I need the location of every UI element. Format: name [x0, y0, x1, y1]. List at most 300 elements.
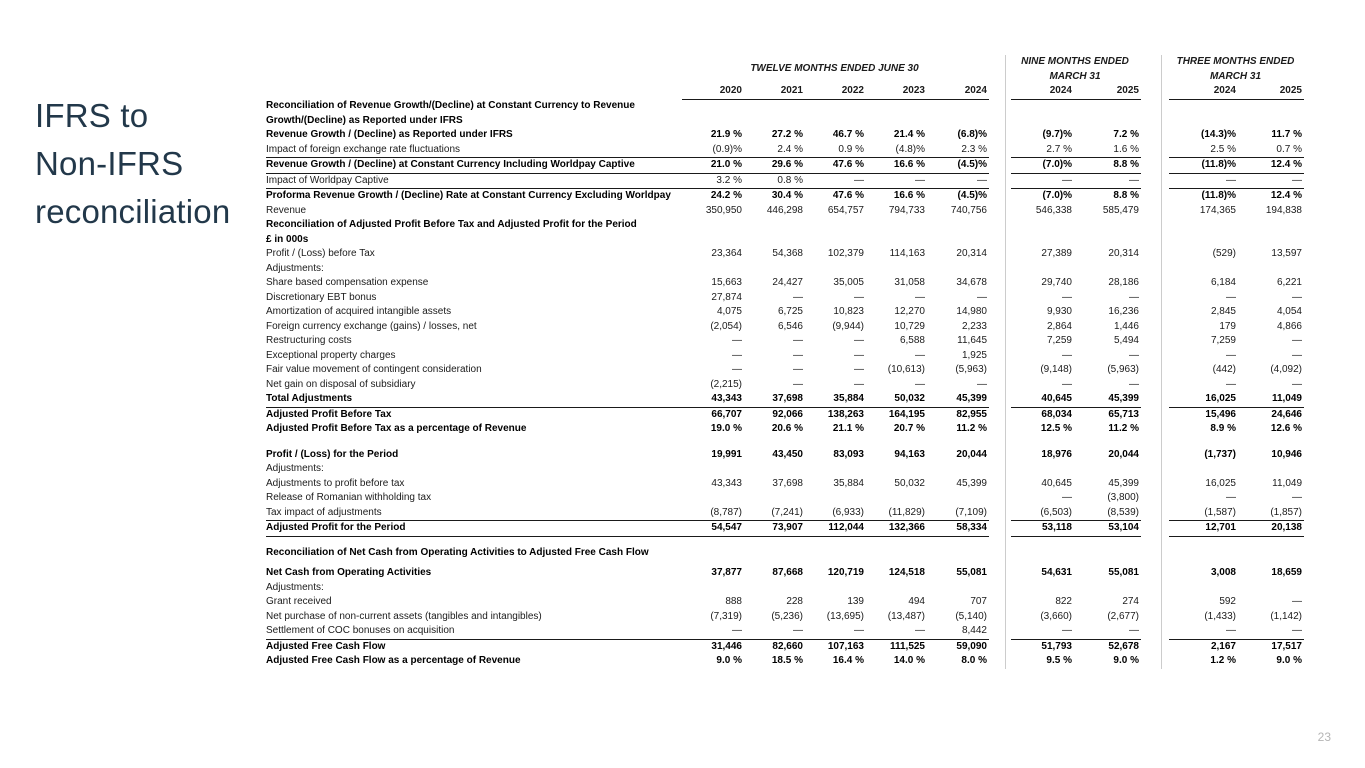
cell-value — [744, 491, 805, 506]
column-group-divider — [989, 349, 1011, 364]
table-row — [266, 521, 1304, 537]
cell-value: 2,864 — [1046, 320, 1072, 332]
cell-value — [866, 581, 927, 596]
cell-value: 51,793 — [1011, 639, 1074, 654]
cell-value: 11,049 — [1271, 393, 1302, 404]
row-gap-cell — [927, 437, 989, 448]
cell-value: (4.5)% — [927, 189, 989, 204]
cell-value: 174,365 — [1199, 204, 1236, 216]
column-group-divider — [1141, 218, 1169, 233]
cell-value: 37,698 — [772, 477, 803, 489]
cell-value: 27,874 — [711, 291, 742, 303]
cell-value: 3,008 — [1210, 567, 1236, 578]
column-group-divider — [989, 247, 1011, 262]
row-gap-cell — [805, 437, 866, 448]
row-gap-cell — [266, 437, 682, 448]
cell-value: 37,877 — [711, 567, 742, 578]
cell-value — [927, 218, 989, 233]
cell-value — [1238, 99, 1304, 128]
cell-value: 68,034 — [1011, 407, 1074, 422]
cell-value: 20,044 — [1108, 448, 1139, 460]
cell-value: 14,980 — [956, 306, 987, 317]
cell-value: — — [977, 378, 987, 390]
cell-value: 16.6 % — [866, 158, 927, 174]
column-group-divider — [989, 320, 1011, 335]
cell-value: 822 — [1055, 596, 1072, 607]
cell-value: (9.7)% — [1042, 129, 1072, 140]
cell-value: 132,366 — [866, 521, 927, 537]
cell-value — [1169, 546, 1238, 561]
cell-value — [682, 462, 744, 477]
table-row — [266, 506, 1304, 521]
cell-value: 15,496 — [1169, 407, 1238, 422]
row-gap-cell — [1074, 437, 1141, 448]
row-gap-cell — [1011, 536, 1074, 546]
cell-value: — — [1062, 378, 1072, 390]
column-group-divider — [989, 173, 1011, 189]
cell-value — [1169, 218, 1238, 233]
row-label-line: Reconciliation of Revenue Growth/(Decline) at Constant Currency to Revenue — [266, 100, 635, 111]
cell-value: 6,588 — [899, 335, 925, 346]
column-group-divider — [989, 276, 1011, 291]
cell-value: — — [793, 349, 803, 361]
row-gap-cell — [682, 536, 744, 546]
cell-value: 83,093 — [833, 448, 864, 460]
row-label: Adjusted Profit Before Tax as a percentage of Revenue — [266, 423, 527, 434]
cell-value — [1169, 581, 1238, 596]
cell-value — [744, 218, 805, 233]
cell-value: 114,163 — [889, 248, 925, 259]
table-row — [266, 218, 1304, 233]
cell-value — [805, 218, 866, 233]
header-spacer — [266, 84, 682, 99]
column-group-divider — [1141, 595, 1169, 610]
cell-value: (11,829) — [888, 506, 925, 518]
cell-value — [866, 99, 927, 128]
cell-value: 54,547 — [682, 521, 744, 537]
cell-value: (3,660) — [1040, 610, 1072, 622]
column-group-divider — [989, 477, 1011, 492]
cell-value: — — [1226, 625, 1236, 636]
table-row — [266, 581, 1304, 596]
period-group-title: NINE MONTHS ENDED — [1021, 56, 1129, 67]
cell-value: — — [977, 291, 987, 303]
cell-value — [682, 491, 744, 506]
table-row — [266, 566, 1304, 581]
cell-value: (5,963) — [955, 364, 987, 375]
cell-value: (529) — [1212, 248, 1236, 259]
cell-value — [805, 462, 866, 477]
column-group-divider — [1141, 276, 1169, 291]
cell-value: 8.0 % — [961, 655, 987, 666]
cell-value: — — [793, 291, 803, 303]
cell-value: 9,930 — [1046, 306, 1072, 317]
cell-value: (13,695) — [826, 610, 864, 622]
cell-value: 13,597 — [1271, 248, 1302, 259]
cell-value — [682, 262, 744, 277]
cell-value: 4,866 — [1276, 320, 1302, 332]
cell-value: 19,991 — [711, 448, 742, 460]
cell-value: 1.6 % — [1113, 143, 1139, 155]
cell-value: 20,138 — [1238, 521, 1304, 537]
cell-value: 107,163 — [805, 639, 866, 654]
row-gap-cell — [682, 437, 744, 448]
cell-value: 52,678 — [1074, 639, 1141, 654]
row-label: Net gain on disposal of subsidiary — [266, 378, 416, 390]
column-group-divider — [989, 99, 1011, 128]
cell-value: — — [1129, 291, 1139, 303]
cell-value: 794,733 — [888, 204, 925, 216]
table-row — [266, 247, 1304, 262]
cell-value: 1.2 % — [1210, 655, 1236, 666]
row-label: Release of Romanian withholding tax — [266, 492, 432, 503]
cell-value: (7,319) — [710, 610, 742, 622]
cell-value: — — [1226, 349, 1236, 361]
column-group-divider — [989, 407, 1011, 422]
cell-value: 46.7 % — [832, 129, 864, 140]
cell-value: (3,800) — [1107, 492, 1139, 503]
cell-value: — — [1292, 349, 1302, 361]
column-group-divider — [989, 378, 1011, 393]
column-group-divider — [989, 204, 1011, 219]
cell-value: — — [1292, 378, 1302, 390]
cell-value: 92,066 — [744, 407, 805, 422]
column-group-divider — [989, 610, 1011, 625]
cell-value: 0.9 % — [838, 143, 864, 155]
cell-value: — — [793, 335, 803, 346]
cell-value: 8.9 % — [1210, 423, 1236, 434]
cell-value: (5,963) — [1107, 364, 1139, 375]
cell-value — [744, 546, 805, 561]
column-group-divider — [989, 363, 1011, 378]
column-group-divider — [1141, 143, 1169, 158]
row-gap-cell — [1238, 536, 1304, 546]
cell-value: 1,446 — [1113, 320, 1139, 332]
row-label: Restructuring costs — [266, 335, 352, 346]
row-label: Adjustments: — [266, 262, 324, 274]
cell-value: — — [732, 335, 742, 346]
column-group-divider — [989, 55, 1011, 84]
cell-value: 35,884 — [833, 393, 864, 404]
row-gap — [266, 437, 1304, 448]
cell-value: — — [927, 173, 989, 189]
column-group-divider — [989, 262, 1011, 277]
cell-value: (1,587) — [1204, 506, 1236, 518]
cell-value: — — [732, 364, 742, 375]
column-group-divider — [989, 128, 1011, 143]
table-row — [266, 546, 1304, 561]
row-gap-cell — [1238, 437, 1304, 448]
cell-value: 4,054 — [1276, 306, 1302, 317]
cell-value: — — [854, 349, 864, 361]
column-group-divider — [1141, 189, 1169, 204]
cell-value — [1169, 262, 1238, 277]
cell-value: 112,044 — [805, 521, 866, 537]
cell-value — [1238, 218, 1304, 233]
cell-value: 54,631 — [1041, 567, 1072, 578]
column-group-divider — [989, 392, 1011, 407]
cell-value: — — [1062, 349, 1072, 361]
cell-value — [866, 233, 927, 248]
cell-value: — — [1062, 625, 1072, 636]
cell-value — [866, 546, 927, 561]
cell-value: 0.7 % — [1276, 143, 1302, 155]
cell-value: 10,946 — [1271, 448, 1302, 460]
table-row — [266, 349, 1304, 364]
row-gap-cell — [989, 437, 1011, 448]
column-group-divider — [1141, 349, 1169, 364]
table-row — [266, 477, 1304, 492]
cell-value: 15,663 — [711, 277, 742, 288]
slide-title — [35, 92, 230, 236]
column-group-divider — [989, 581, 1011, 596]
table-row — [266, 378, 1304, 393]
table-row — [266, 595, 1304, 610]
cell-value: 87,668 — [772, 567, 803, 578]
cell-value — [1011, 581, 1074, 596]
row-gap-cell — [1169, 536, 1238, 546]
row-label: Amortization of acquired intangible assets — [266, 306, 452, 317]
row-gap-cell — [744, 536, 805, 546]
cell-value: 17,517 — [1238, 639, 1304, 654]
table-row — [266, 491, 1304, 506]
cell-value: (9,944) — [832, 320, 864, 332]
row-label: Adjusted Profit Before Tax — [266, 407, 682, 422]
year-column-header: 2025 — [1238, 84, 1304, 99]
cell-value: 654,757 — [827, 204, 864, 216]
cell-value: 194,838 — [1265, 204, 1302, 216]
row-label: Reconciliation of Net Cash from Operating Activities to Adjusted Free Cash Flow — [266, 546, 649, 558]
cell-value — [927, 491, 989, 506]
cell-value — [682, 233, 744, 248]
table-row — [266, 262, 1304, 277]
cell-value: (6,503) — [1040, 506, 1072, 518]
cell-value: (1,433) — [1204, 610, 1236, 622]
cell-value: 9.5 % — [1046, 655, 1072, 666]
column-group-divider — [989, 233, 1011, 248]
cell-value — [866, 491, 927, 506]
period-group-header — [1011, 55, 1141, 84]
cell-value — [1011, 262, 1074, 277]
cell-value: — — [915, 291, 925, 303]
cell-value: 55,081 — [956, 567, 987, 578]
column-group-divider — [1141, 407, 1169, 422]
column-group-divider — [1141, 204, 1169, 219]
cell-value — [1074, 546, 1141, 561]
cell-value: 24,646 — [1238, 407, 1304, 422]
cell-value — [1238, 262, 1304, 277]
cell-value: 55,081 — [1108, 567, 1139, 578]
cell-value: 31,058 — [894, 277, 925, 288]
cell-value: — — [1292, 335, 1302, 346]
cell-value: (1,142) — [1270, 610, 1302, 622]
cell-value: — — [793, 364, 803, 375]
row-label: Adjusted Profit for the Period — [266, 521, 682, 537]
cell-value: 43,343 — [711, 477, 742, 489]
cell-value: 274 — [1122, 596, 1139, 607]
column-group-divider — [1141, 639, 1169, 654]
header-spacer — [266, 55, 682, 84]
cell-value — [1238, 581, 1304, 596]
cell-value: 21.1 % — [832, 423, 864, 434]
row-label: Revenue Growth / (Decline) at Constant Currency Including Worldpay Captive — [266, 158, 682, 174]
row-label: Net purchase of non-current assets (tangibles and intangibles) — [266, 610, 542, 622]
cell-value: 24,427 — [772, 277, 803, 288]
column-group-divider — [989, 84, 1011, 99]
table-row — [266, 143, 1304, 158]
year-column-header: 2024 — [927, 84, 989, 99]
cell-value: 45,399 — [1108, 477, 1139, 489]
column-group-divider — [1141, 521, 1169, 537]
cell-value: — — [866, 173, 927, 189]
cell-value: (4.8)% — [895, 143, 925, 155]
cell-value: — — [805, 173, 866, 189]
cell-value: 16,236 — [1108, 306, 1139, 317]
cell-value: (14.3)% — [1200, 129, 1236, 140]
column-group-divider — [989, 521, 1011, 537]
cell-value: 12.4 % — [1238, 189, 1304, 204]
column-group-divider — [1141, 128, 1169, 143]
row-gap-cell — [1074, 536, 1141, 546]
table-row — [266, 204, 1304, 219]
cell-value: 30.4 % — [744, 189, 805, 204]
cell-value: — — [854, 291, 864, 303]
period-group-title: TWELVE MONTHS ENDED JUNE 30 — [750, 63, 919, 75]
cell-value — [805, 546, 866, 561]
year-column-header: 2024 — [1169, 84, 1238, 99]
cell-value: 179 — [1219, 320, 1236, 332]
cell-value: 45,399 — [1108, 393, 1139, 404]
year-column-header: 2023 — [866, 84, 927, 99]
column-group-divider — [989, 422, 1011, 437]
table-row — [266, 189, 1304, 204]
cell-value — [1011, 218, 1074, 233]
cell-value: 16.4 % — [832, 655, 864, 666]
table-row — [266, 291, 1304, 306]
row-label: Revenue — [266, 204, 307, 216]
cell-value — [1074, 462, 1141, 477]
cell-value: 7,259 — [1046, 335, 1072, 346]
column-group-divider — [1141, 84, 1169, 99]
cell-value: — — [732, 349, 742, 361]
cell-value: 29,740 — [1041, 277, 1072, 288]
cell-value: — — [1074, 173, 1141, 189]
cell-value — [927, 262, 989, 277]
row-label-line: Growth/(Decline) as Reported under IFRS — [266, 114, 463, 126]
cell-value: — — [854, 625, 864, 636]
cell-value: 20,314 — [1108, 248, 1139, 259]
cell-value — [805, 262, 866, 277]
table-row — [266, 448, 1304, 463]
cell-value: — — [1226, 291, 1236, 303]
cell-value: 350,950 — [705, 204, 742, 216]
cell-value: — — [1129, 625, 1139, 636]
column-group-divider — [1141, 566, 1169, 581]
row-label: Reconciliation of Adjusted Profit Before Tax and Adjusted Profit for the Period — [266, 219, 637, 230]
cell-value: (13,487) — [887, 610, 925, 622]
cell-value — [744, 99, 805, 128]
slide-title-line: IFRS to — [35, 97, 149, 134]
cell-value: 2,167 — [1169, 639, 1238, 654]
cell-value — [682, 546, 744, 561]
cell-value: — — [1226, 492, 1236, 503]
cell-value — [1074, 262, 1141, 277]
column-group-divider — [1141, 610, 1169, 625]
cell-value: — — [1292, 625, 1302, 636]
cell-value: — — [915, 349, 925, 361]
column-group-divider — [1141, 247, 1169, 262]
table-row — [266, 422, 1304, 437]
cell-value: 12,270 — [894, 306, 925, 317]
year-column-header: 2022 — [805, 84, 866, 99]
cell-value: 6,546 — [777, 320, 803, 332]
cell-value: (1,737) — [1204, 448, 1236, 460]
column-group-divider — [989, 462, 1011, 477]
cell-value — [927, 581, 989, 596]
cell-value: (2,054) — [710, 320, 742, 332]
table-row — [266, 392, 1304, 407]
cell-value: 102,379 — [827, 248, 864, 259]
cell-value: (0.9)% — [712, 143, 742, 155]
cell-value — [805, 99, 866, 128]
cell-value: (5,236) — [771, 610, 803, 622]
row-gap-cell — [1169, 437, 1238, 448]
table-row — [266, 624, 1304, 639]
row-gap-cell — [1141, 536, 1169, 546]
cell-value: 37,698 — [772, 393, 803, 404]
cell-value: — — [1292, 291, 1302, 303]
cell-value: 2,845 — [1210, 306, 1236, 317]
cell-value: (1,857) — [1270, 506, 1302, 518]
cell-value: (11.8)% — [1169, 189, 1238, 204]
column-group-divider — [989, 491, 1011, 506]
cell-value: — — [793, 378, 803, 390]
cell-value — [682, 581, 744, 596]
column-group-divider — [1141, 334, 1169, 349]
cell-value: 228 — [786, 596, 803, 607]
cell-value: 53,118 — [1011, 521, 1074, 537]
row-label: Impact of Worldpay Captive — [266, 173, 682, 189]
cell-value — [927, 233, 989, 248]
column-group-divider — [989, 566, 1011, 581]
cell-value: 8,442 — [961, 625, 987, 636]
column-group-divider — [989, 639, 1011, 654]
row-label — [266, 99, 682, 128]
cell-value: 82,955 — [927, 407, 989, 422]
row-label: Discretionary EBT bonus — [266, 291, 377, 303]
column-group-divider — [1141, 305, 1169, 320]
cell-value: (7.0)% — [1011, 189, 1074, 204]
row-gap-cell — [266, 536, 682, 546]
cell-value: — — [1129, 378, 1139, 390]
cell-value: — — [732, 625, 742, 636]
cell-value: 31,446 — [682, 639, 744, 654]
column-group-divider — [989, 448, 1011, 463]
cell-value: 20,314 — [956, 248, 987, 259]
table-row — [266, 276, 1304, 291]
cell-value: 585,479 — [1102, 204, 1139, 216]
cell-value: 9.0 % — [716, 655, 742, 666]
row-label: Adjusted Free Cash Flow as a percentage of Revenue — [266, 655, 521, 666]
column-group-divider — [989, 334, 1011, 349]
cell-value — [805, 233, 866, 248]
column-group-divider — [1141, 462, 1169, 477]
table-row — [266, 128, 1304, 143]
cell-value — [1011, 546, 1074, 561]
cell-value: 40,645 — [1041, 477, 1072, 489]
cell-value: — — [1062, 492, 1072, 503]
cell-value — [1074, 218, 1141, 233]
